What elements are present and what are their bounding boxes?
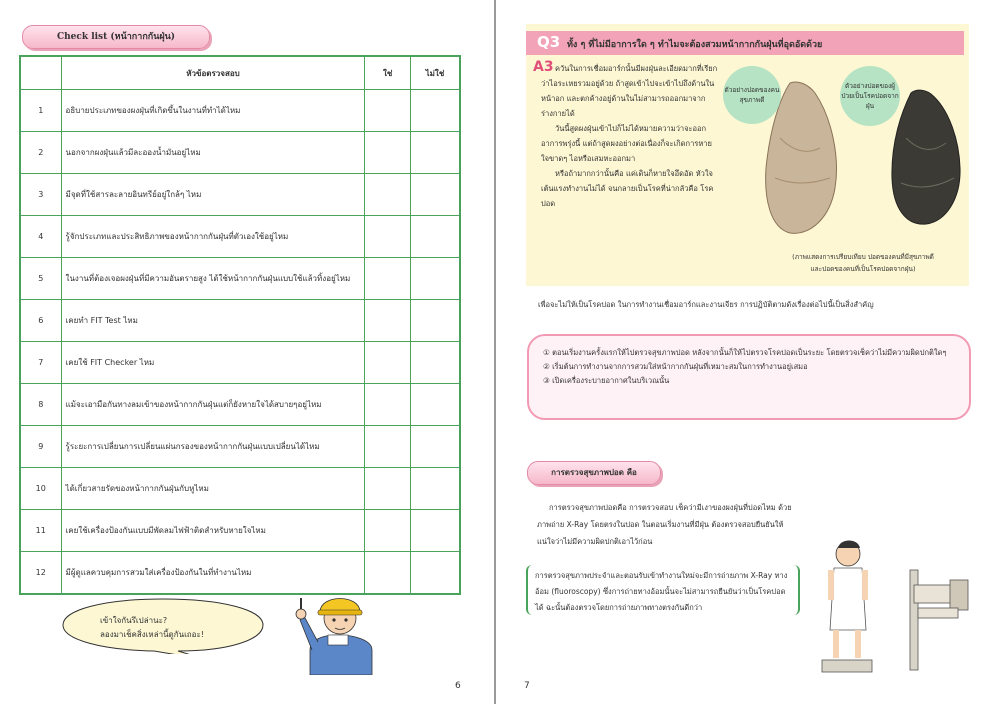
xray-machine-illustration [810,540,980,680]
row-number: 7 [20,342,61,384]
table-row [20,342,460,384]
row-number: 3 [20,174,61,216]
no-cell[interactable] [410,384,460,426]
no-cell[interactable] [410,258,460,300]
no-cell[interactable] [410,510,460,552]
no-cell[interactable] [410,300,460,342]
q3-label: Q3 [537,33,561,51]
a3-paragraph-1: ควันในการเชื่อมอาร์กนั้นมีผงฝุ่นละเอียดมากที่เรียกว่าไอระเหยรวมอยู่ด้วย ถ้าสูดเข้าไปจะเข้าไปถึงด้านในหน้าอก และตกค้างอยู่ด้านในไม่สามารถออกมาจากร่างกายได้ [541,64,718,118]
yes-cell[interactable] [365,132,410,174]
no-cell[interactable] [410,468,460,510]
speech-line-1: เข้าใจกันรึเปล่านะ? [100,616,168,625]
a3-paragraph-3: หรือถ้ามากกว่านั้นคือ แค่เดินก็หายใจอึดอัด หัวใจเต้นแรงทำงานไม่ได้ จนกลายเป็นโรคที่น่ากลัวคือ โรคปอด [541,169,714,208]
intro-text: เพื่อจะไม่ให้เป็นโรคปอด ในการทำงานเชื่อมอาร์กและงานเจียร การปฏิบัติตามดังเรื่องต่อไปนี้เป็นสิ่งสำคัญ [538,300,874,309]
speech-bubble-text [100,614,240,642]
practice-item-1: ① ตอนเริ่มงานครั้งแรกให้ไปตรวจสุขภาพปอด หลังจากนั้นก็ให้ไปตรวจโรคปอดเป็นระยะ โดยตรวจเช็คว่าไม่มีความผิดปกติใดๆ [543,348,947,357]
row-number: 5 [20,258,61,300]
yes-cell[interactable] [365,90,410,132]
yes-cell[interactable] [365,342,410,384]
row-text: มีจุดที่ใช้สารละลายอินทรีย์อยู่ใกล้ๆ ไหม [61,174,365,216]
row-text: รู้จักประเภทและประสิทธิภาพของหน้ากากกันฝุ่นที่ตัวเองใช้อยู่ไหม [61,216,365,258]
a3-answer-text [541,61,719,211]
row-number: 1 [20,90,61,132]
no-cell[interactable] [410,90,460,132]
yes-cell[interactable] [365,468,410,510]
header-num [20,56,61,90]
row-number: 6 [20,300,61,342]
table-row [20,510,460,552]
table-row [20,552,460,595]
practices-box [527,334,971,420]
row-text: ในงานที่ต้องเจอผงฝุ่นที่มีความอันตรายสูง ได้ใช้หน้ากากกันฝุ่นแบบใช้แล้วทิ้งอยู่ไหม [61,258,365,300]
exam-paragraph: การตรวจสุขภาพปอดคือ การตรวจสอบ เช็คว่ามีเงาของผงฝุ่นที่ปอดไหม ด้วยภาพถ่าย X-Ray โดยตรงในปอด ในตอนเริ่มงานที่มีฝุ่น ต้องตรวจสอบยืนยันให้แน่ใจว่าไม่มีความผิดปกติเอาไว้ก่อน [537,503,792,546]
lung-caption-line-2: และปอดของคนที่เป็นโรคปอดจากฝุ่น) [810,265,916,273]
row-number: 2 [20,132,61,174]
row-number: 12 [20,552,61,595]
page-number-left: 6 [455,681,461,691]
a3-label: A3 [533,59,554,75]
exam-heading: การตรวจสุขภาพปอด คือ [527,461,661,485]
row-text: อธิบายประเภทของผงฝุ่นที่เกิดขึ้นในงานที่ทำได้ไหม [61,90,365,132]
row-text: รู้ระยะการเปลี่ยนการเปลี่ยนแผ่นกรองของหน้ากากกันฝุ่นแบบเปลี่ยนได้ไหม [61,426,365,468]
table-row [20,174,460,216]
no-cell[interactable] [410,552,460,595]
table-row [20,384,460,426]
row-number: 10 [20,468,61,510]
speech-line-2: ลองมาเช็คสิ่งเหล่านี้ดูกันเถอะ! [100,630,204,639]
row-text: เคยใช้ FIT Checker ไหม [61,342,365,384]
row-number: 4 [20,216,61,258]
yes-cell[interactable] [365,510,410,552]
table-row [20,468,460,510]
row-text: เคยทำ FIT Test ไหม [61,300,365,342]
header-no: ไม่ใช่ [410,56,460,90]
row-number: 9 [20,426,61,468]
worker-illustration [292,580,384,675]
checklist-table [19,55,461,595]
row-text: ได้เกี่ยวสายรัดของหน้ากากกันฝุ่นกับหูไหม [61,468,365,510]
sick-lung-label: ตัวอย่างปอดของผู้ป่วยเป็นโรคปอดจากฝุ่น [840,66,900,126]
lung-caption [768,251,958,275]
checklist-heading: Check list (หน้ากากกันฝุ่น) [22,25,210,49]
bracket-note-text: การตรวจสุขภาพประจำและตอนรับเข้าทำงานใหม่จะมีการถ่ายภาพ X-Ray ทางอ้อม (fluoroscopy) ซึ่งการถ่ายทางอ้อมนั้นจะไม่สามารถยืนยันว่าเป็นโรคปอดได้ ฉะนั้นต้องตรวจโดยการถ่ายภาพทางตรงกันดีกว่า [535,571,788,612]
row-text: มีผู้ดูแลควบคุมการสวมใส่เครื่องป้องกันในที่ทำงานไหม [61,552,365,595]
row-number: 11 [20,510,61,552]
row-text: แม้จะเอามือกันทางลมเข้าของหน้ากากกันฝุ่นแต่ก็ยังหายใจได้สบายๆอยู่ไหม [61,384,365,426]
table-row [20,426,460,468]
table-row [20,300,460,342]
row-text: นอกจากผงฝุ่นแล้วมีละอองน้ำมันอยู่ไหม [61,132,365,174]
no-cell[interactable] [410,174,460,216]
yes-cell[interactable] [365,216,410,258]
yes-cell[interactable] [365,258,410,300]
exam-text [537,499,799,550]
q3-title: ทั้ง ๆ ที่ไม่มีอาการใด ๆ ทำไมจะต้องสวมหน้ากากกันฝุ่นที่อุดอัดด้วย [567,40,823,50]
lung-caption-line-1: (ภาพแสดงการเปรียบเทียบ ปอดของคนที่มีสุขภาพดี [792,253,934,261]
no-cell[interactable] [410,216,460,258]
yes-cell[interactable] [365,426,410,468]
row-number: 8 [20,384,61,426]
table-row [20,258,460,300]
table-row [20,216,460,258]
no-cell[interactable] [410,132,460,174]
practices-list [543,346,953,388]
no-cell[interactable] [410,342,460,384]
yes-cell[interactable] [365,300,410,342]
yes-cell[interactable] [365,384,410,426]
yes-cell[interactable] [365,174,410,216]
no-cell[interactable] [410,426,460,468]
table-header-row [20,56,460,90]
table-row [20,90,460,132]
row-text: เคยใช้เครื่องป้องกันแบบมีพัดลมไฟฟ้าติดสำหรับหายใจไหม [61,510,365,552]
a3-paragraph-2: วันนี้สูดผงฝุ่นเข้าไปก็ไม่ได้หมายความว่าจะออกอาการพรุ่งนี้ แต่ถ้าสูดผงอย่างต่อเนื่องก็จะเกิดการหายใจขาดๆ ไอหรือเสมหะออกมา [541,124,712,163]
practice-item-2: ② เริ่มต้นการทำงานจากการสวมใส่หน้ากากกันฝุ่นที่เหมาะสมในการทำงานอยู่เสมอ [543,362,808,371]
header-yes: ใช่ [365,56,410,90]
table-row [20,132,460,174]
healthy-lung-label: ตัวอย่างปอดของคนสุขภาพดี [723,66,781,124]
header-item: หัวข้อตรวจสอบ [61,56,365,90]
book-spine [494,0,496,704]
practice-item-3: ③ เปิดเครื่องระบายอากาศในบริเวณนั้น [543,376,670,385]
page-number-right: 7 [524,681,530,691]
